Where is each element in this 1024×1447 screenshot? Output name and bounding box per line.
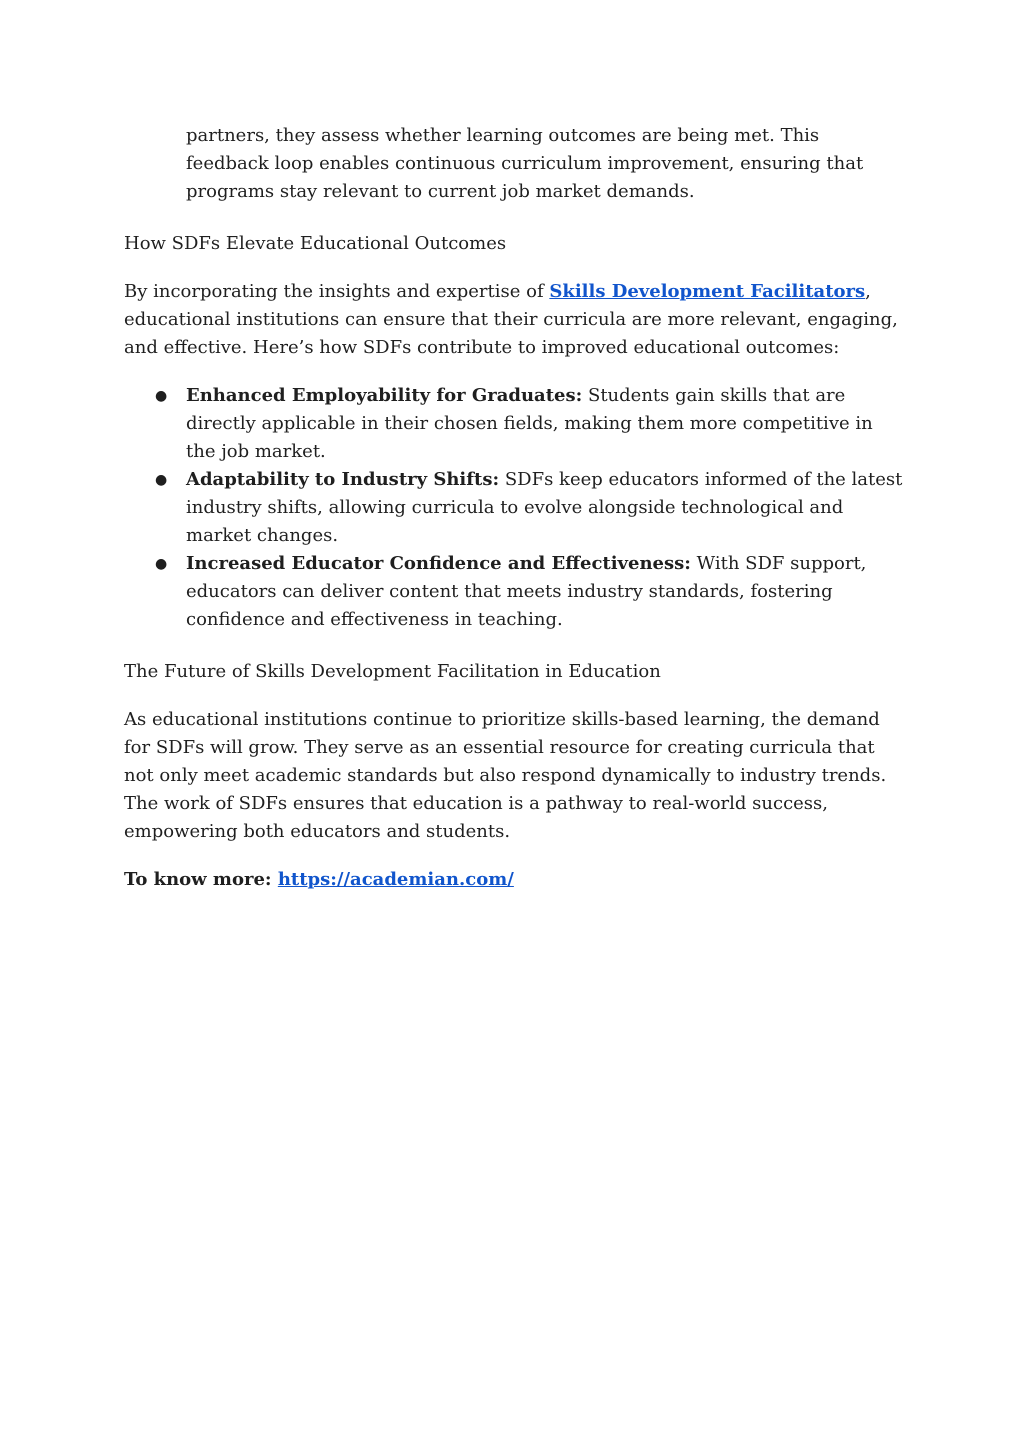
- intro-text-after: , educational institutions can ensure that their curricula are more relevant, engaging, and effective. Here’s how SDFs contribute to improved educational outcomes:: [124, 281, 898, 358]
- footer-label: To know more:: [124, 869, 278, 890]
- bullet-text: SDFs keep educators informed of the latest industry shifts, allowing curricula to evolve alongside technological and market changes.: [186, 469, 903, 546]
- intro-text-before: By incorporating the insights and expertise of: [124, 281, 550, 302]
- list-item: [124, 382, 904, 466]
- bullet-icon: ●: [155, 556, 168, 572]
- bullet-icon: ●: [155, 472, 168, 488]
- skills-facilitators-link[interactable]: Skills Development Facilitators: [549, 281, 866, 302]
- list-item: [124, 466, 904, 550]
- footer-line: [124, 866, 904, 894]
- document-page: [124, 122, 904, 894]
- bullet-title: Enhanced Employability for Graduates:: [186, 385, 583, 406]
- academian-link[interactable]: https://academian.com/: [277, 869, 514, 890]
- future-paragraph: As educational institutions continue to prioritize skills-based learning, the demand for SDFs will grow. They serve as an essential resource for creating curricula that not only meet academic standards but also respond dynamically to industry trends. The work of SDFs ensures that education is a pathway to real-world success, empowering both educators and students.: [124, 709, 887, 842]
- bullet-title: Adaptability to Industry Shifts:: [186, 469, 500, 490]
- outcomes-bullet-list: [124, 382, 904, 634]
- bullet-text: Students gain skills that are directly applicable in their chosen fields, making them more competitive in the job market.: [186, 385, 873, 462]
- bullet-title: Increased Educator Confidence and Effectiveness:: [186, 553, 691, 574]
- section-heading-future: The Future of Skills Development Facilitation in Education: [124, 661, 661, 682]
- bullet-text: With SDF support, educators can deliver content that meets industry standards, fostering confidence and effectiveness in teaching.: [186, 553, 867, 630]
- list-item: [124, 550, 904, 634]
- intro-paragraph: [124, 278, 904, 362]
- bullet-icon: ●: [155, 388, 168, 404]
- continuation-paragraph: partners, they assess whether learning outcomes are being met. This feedback loop enables continuous curriculum improvement, ensuring that programs stay relevant to current job market demands.: [186, 125, 864, 202]
- section-heading-outcomes: How SDFs Elevate Educational Outcomes: [124, 233, 507, 254]
